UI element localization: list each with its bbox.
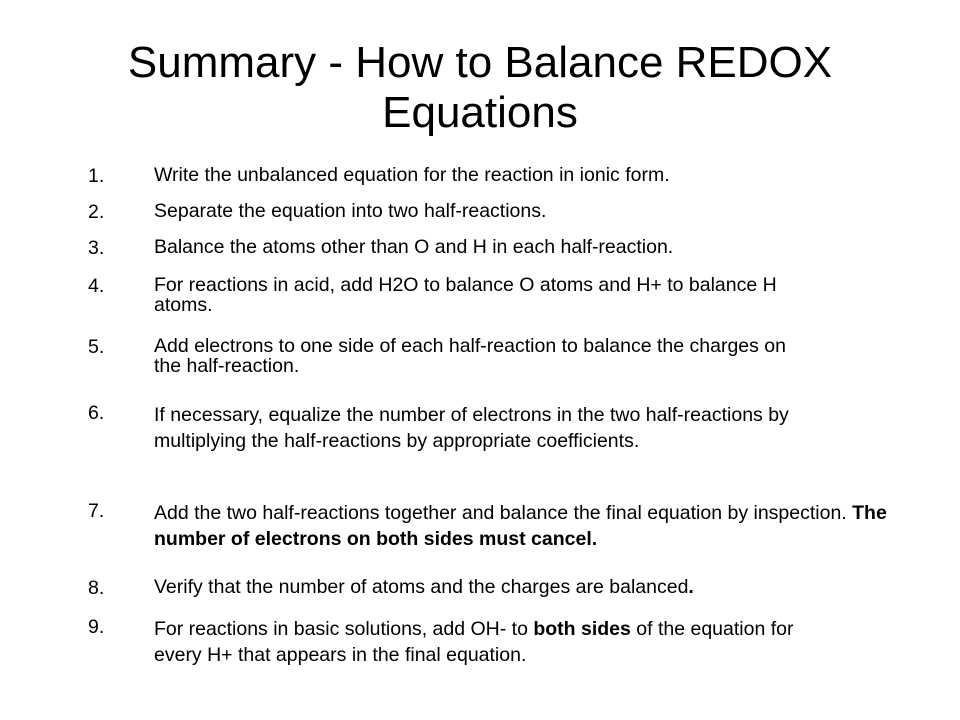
slide-title: Summary - How to Balance REDOX Equations: [127, 38, 833, 137]
step-text: [154, 616, 844, 668]
step-text-segment: Write the unbalanced equation for the reaction in ionic form.: [154, 164, 670, 186]
step-text: [154, 402, 804, 454]
step-text-segment: Balance the atoms other than O and H in each half-reaction.: [154, 236, 674, 258]
step-text-bold: both sides: [533, 618, 631, 640]
step-text-bold: The number of electrons on both sides must cancel.: [154, 502, 887, 550]
step-text: [154, 336, 814, 376]
step-text: [154, 275, 814, 315]
step-text-segment: For reactions in acid, add H2O to balance O atoms and H+ to balance H atoms.: [154, 274, 777, 316]
step-number: 8.: [88, 577, 105, 599]
step-text-segment: If necessary, equalize the number of electrons in the two half-reactions by multiplying the half-reactions by appropriate coefficients.: [154, 404, 789, 452]
step-text-bold: .: [688, 576, 694, 598]
step-number: 7.: [88, 500, 105, 522]
step-number: 9.: [88, 616, 105, 638]
step-text-segment: Add the two half-reactions together and balance the final equation by inspection.: [154, 502, 853, 524]
step-number: 3.: [88, 237, 105, 259]
step-text-segment: Add electrons to one side of each half-reaction to balance the charges on the half-reaction.: [154, 335, 786, 377]
step-text: [154, 577, 884, 597]
step-text-segment: Separate the equation into two half-reactions.: [154, 200, 547, 222]
step-text-segment: Verify that the number of atoms and the charges are balanced: [154, 576, 689, 598]
step-text-segment: of the equation for every H+ that appears in the final equation.: [154, 618, 794, 666]
step-text: [154, 237, 884, 257]
step-number: 2.: [88, 201, 105, 223]
step-number: 4.: [88, 275, 105, 297]
step-text: [154, 500, 894, 552]
step-text: [154, 165, 884, 185]
step-number: 5.: [88, 336, 105, 358]
step-number: 6.: [88, 402, 105, 424]
step-text: [154, 201, 884, 221]
step-number: 1.: [88, 165, 105, 187]
step-text-segment: For reactions in basic solutions, add OH- to: [154, 618, 534, 640]
